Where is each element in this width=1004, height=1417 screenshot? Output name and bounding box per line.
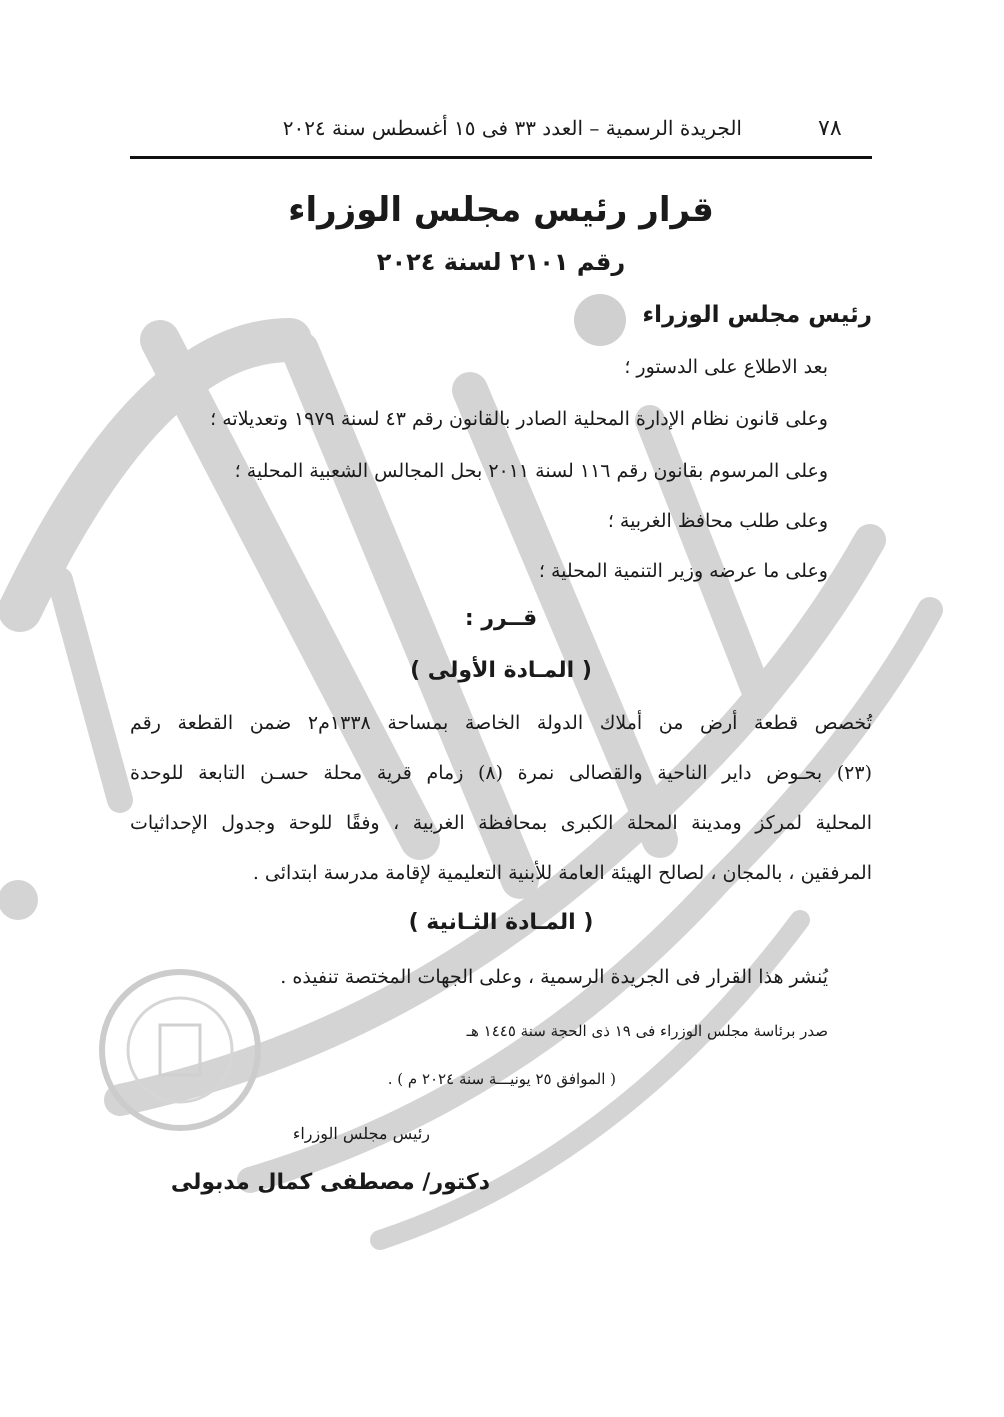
preamble-line: وعلى المرسوم بقانون رقم ١١٦ لسنة ٢٠١١ بحل المجالس الشعبية المحلية ؛ — [234, 460, 828, 482]
signatory-name: دكتور/ مصطفى كمال مدبولى — [170, 1170, 490, 1195]
article1-line: المحلية لمركز ومدينة المحلة الكبرى بمحافظة الغربية ، وفقًا للوحة وجدول الإحداثيات — [130, 812, 872, 834]
decree-title: قرار رئيس مجلس الوزراء — [288, 190, 714, 230]
preamble-line: بعد الاطلاع على الدستور ؛ — [624, 356, 828, 378]
issued-hijri-date: صدر برئاسة مجلس الوزراء فى ١٩ ذى الحجة سنة ١٤٤٥ هـ — [466, 1022, 828, 1040]
running-header: الجريدة الرسمية – العدد ٣٣ فى ١٥ أغسطس سنة ٢٠٢٤ — [282, 116, 742, 140]
issued-gregorian-date: ( الموافق ٢٥ يونيـــة سنة ٢٠٢٤ م ) . — [387, 1070, 616, 1088]
preamble-line: وعلى قانون نظام الإدارة المحلية الصادر بالقانون رقم ٤٣ لسنة ١٩٧٩ وتعديلاته ؛ — [210, 408, 828, 430]
decided-heading: قــرر : — [464, 606, 538, 631]
watermark-stroke — [250, 610, 930, 1180]
watermark-seal — [102, 972, 258, 1128]
issuer-heading: رئيس مجلس الوزراء — [642, 302, 872, 328]
article1-heading: ( المـادة الأولى ) — [410, 658, 592, 683]
watermark-stroke — [60, 580, 120, 800]
watermark-seal-inner — [128, 998, 232, 1102]
header-divider — [130, 156, 872, 159]
article1-line: المرفقين ، بالمجان ، لصالح الهيئة العامة للأبنية التعليمية لإقامة مدرسة ابتدائى . — [252, 862, 872, 884]
watermark-seal-emblem — [160, 1025, 200, 1075]
page-number: ٧٨ — [818, 116, 842, 141]
article1-line: تُخصص قطعة أرض من أملاك الدولة الخاصة بمساحة ١٣٣٨م٢ ضمن القطعة رقم — [130, 712, 872, 734]
watermark-dot — [574, 294, 626, 346]
preamble-line: وعلى ما عرضه وزير التنمية المحلية ؛ — [538, 560, 828, 582]
article2-heading: ( المـادة الثـانية ) — [408, 910, 594, 935]
watermark-dot — [0, 880, 38, 920]
article2-text: يُنشر هذا القرار فى الجريدة الرسمية ، وعلى الجهات المختصة تنفيذه . — [280, 966, 828, 988]
decree-number: رقم ٢١٠١ لسنة ٢٠٢٤ — [376, 248, 626, 276]
article1-line: (٢٣) بحـوض داير الناحية والقصالى نمرة (٨) زمام قرية محلة حسـن التابعة للوحدة — [130, 762, 872, 784]
signatory-title: رئيس مجلس الوزراء — [292, 1124, 430, 1143]
preamble-line: وعلى طلب محافظ الغربية ؛ — [607, 510, 828, 532]
